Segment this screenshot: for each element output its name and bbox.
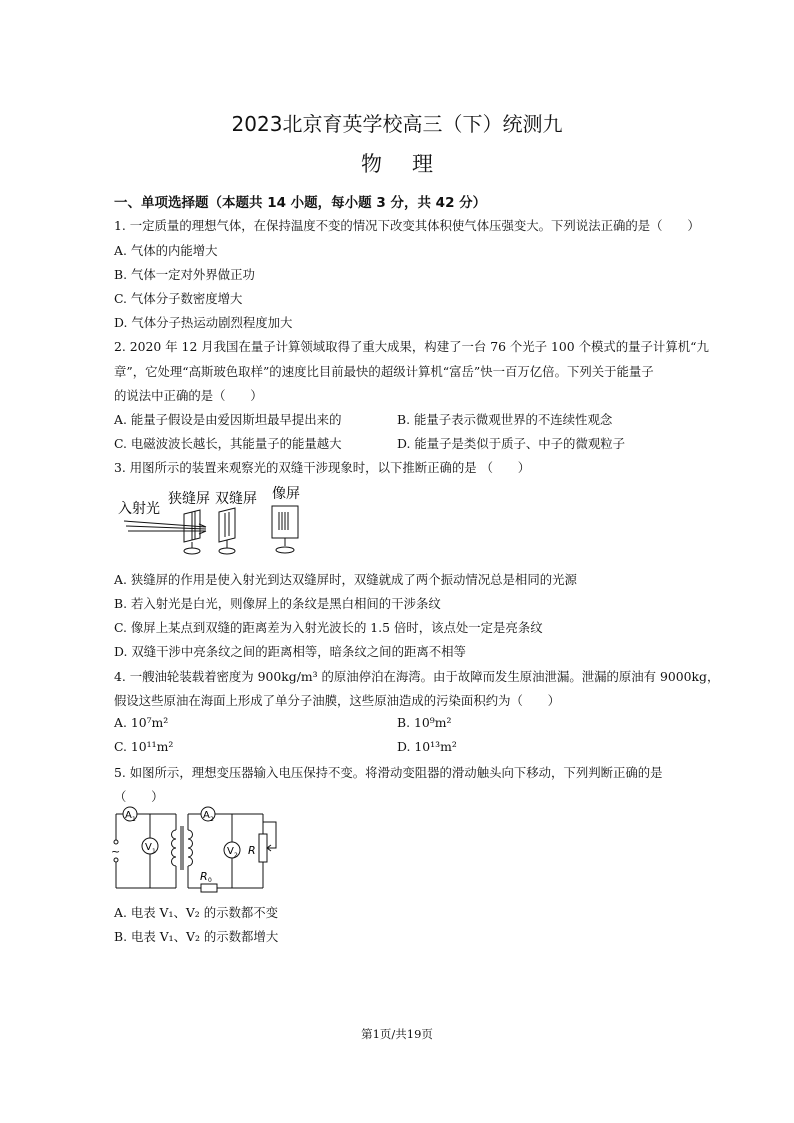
q2-stem-line2: 章”，它处理“高斯玻色取样”的速度比目前最快的超级计算机“富岳”快一百万亿倍。下列关于能量子	[114, 364, 654, 379]
ammeter-a1-label: A	[125, 810, 132, 821]
q3-option-a: A. 狭缝屏的作用是使入射光到达双缝屏时，双缝就成了两个振动情况总是相同的光源	[114, 572, 577, 587]
q5-stem-line1: 5. 如图所示，理想变压器输入电压保持不变。将滑动变阻器的滑动触头向下移动，下列判断正确的是	[114, 765, 663, 780]
q5-option-a: A. 电表 V₁、V₂ 的示数都不变	[114, 905, 279, 920]
section-heading: 一、单项选择题（本题共 14 小题，每小题 3 分，共 42 分）	[114, 195, 487, 211]
q2-option-d: D. 能量子是类似于质子、中子的微观粒子	[397, 436, 626, 451]
resistor-r0-sub: 0	[208, 877, 212, 884]
q4-option-b: B. 10⁹m²	[397, 715, 452, 730]
q3-option-d: D. 双缝干涉中亮条纹之间的距离相等，暗条纹之间的距离不相等	[114, 644, 466, 659]
ammeter-a2-sub: 2	[210, 816, 214, 823]
q3-stem: 3. 用图所示的装置来观察光的双缝干涉现象时，以下推断正确的是 （ ）	[114, 460, 531, 475]
label-slit-screen: 狭缝屏	[168, 491, 210, 507]
label-double-slit-screen: 双缝屏	[215, 491, 257, 507]
q5-transformer-circuit-figure	[108, 800, 288, 894]
q3-option-c: C. 像屏上某点到双缝的距离差为入射光波长的 1.5 倍时，该点处一定是亮条纹	[114, 620, 543, 635]
label-incident-light: 入射光	[118, 501, 160, 517]
resistor-r-label: R	[248, 844, 256, 857]
ammeter-a2-label: A	[203, 810, 210, 821]
q4-option-d: D. 10¹³m²	[397, 739, 457, 754]
voltmeter-v2-label: V	[227, 846, 234, 857]
q1-option-c: C. 气体分子数密度增大	[114, 291, 243, 306]
q1-option-b: B. 气体一定对外界做正功	[114, 267, 255, 282]
q1-stem: 1. 一定质量的理想气体，在保持温度不变的情况下改变其体积使气体压强变大。下列说法正确的是（ ）	[114, 218, 700, 233]
q4-stem-line2: 假设这些原油在海面上形成了单分子油膜，这些原油造成的污染面积约为（ ）	[114, 693, 561, 708]
q3-option-b: B. 若入射光是白光，则像屏上的条纹是黑白相间的干涉条纹	[114, 596, 441, 611]
q4-option-c: C. 10¹¹m²	[114, 739, 174, 754]
q5-option-b: B. 电表 V₁、V₂ 的示数都增大	[114, 929, 279, 944]
q2-stem-line3: 的说法中正确的是（ ）	[114, 388, 263, 403]
page-footer: 第1页/共19页	[361, 1027, 433, 1041]
voltmeter-v1-label: V	[145, 842, 152, 853]
page-title: 2023北京育英学校高三（下）统测九	[231, 112, 563, 136]
q2-option-a: A. 能量子假设是由爱因斯坦最早提出来的	[114, 412, 342, 427]
q2-option-c: C. 电磁波波长越长，其能量子的能量越大	[114, 436, 342, 451]
q2-stem-line1: 2. 2020 年 12 月我国在量子计算领域取得了重大成果，构建了一台 76 个光子 100 个模式的量子计算机“九	[114, 339, 709, 354]
ammeter-a1-sub: 1	[132, 816, 136, 823]
voltmeter-v1-sub: 1	[152, 848, 156, 855]
q3-double-slit-figure	[114, 482, 314, 558]
q4-stem-line1: 4. 一艘油轮装载着密度为 900kg/m³ 的原油停泊在海湾。由于故障而发生原油泄漏。泄漏的原油有 9000kg，	[114, 669, 720, 684]
label-image-screen: 像屏	[272, 486, 300, 502]
q1-option-a: A. 气体的内能增大	[114, 243, 218, 258]
q5-stem-line2: （ ）	[114, 789, 164, 804]
q1-option-d: D. 气体分子热运动剧烈程度加大	[114, 315, 293, 330]
voltmeter-v2-sub: 2	[234, 852, 238, 859]
resistor-r0-label: R	[200, 870, 208, 883]
ac-source-symbol: ~	[111, 845, 121, 858]
subject-title: 物理	[361, 152, 463, 176]
q4-option-a: A. 10⁷m²	[114, 715, 169, 730]
q2-option-b: B. 能量子表示微观世界的不连续性观念	[397, 412, 613, 427]
